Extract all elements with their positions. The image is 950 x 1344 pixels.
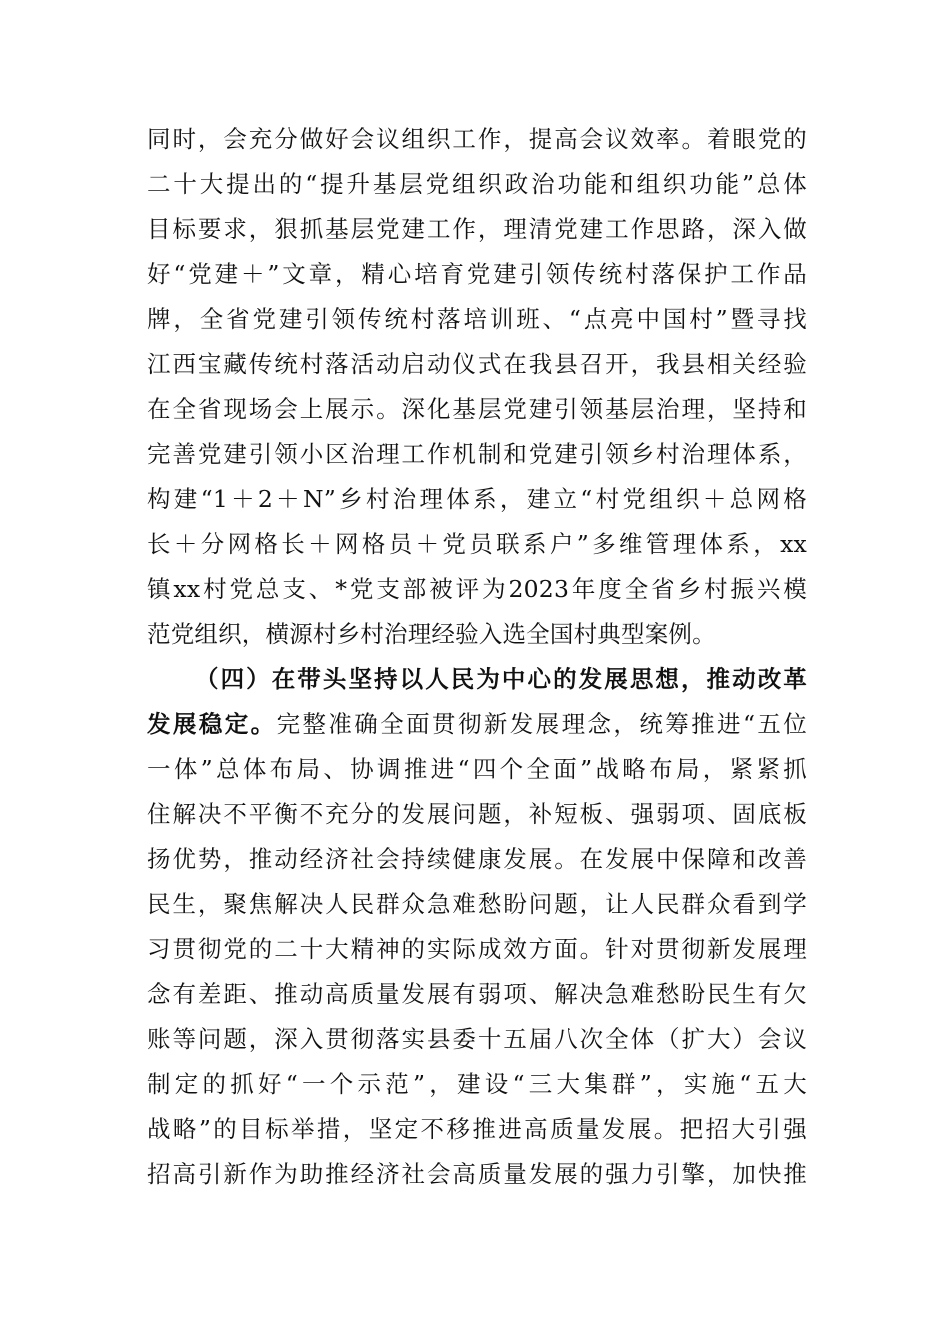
paragraph-line: 完善党建引领小区治理工作机制和党建引领乡村治理体系，	[147, 440, 807, 468]
paragraph-line: 目标要求，狠抓基层党建工作，理清党建工作思路，深入做	[147, 215, 807, 243]
paragraph-line: 民生，聚焦解决人民群众急难愁盼问题，让人民群众看到学	[147, 890, 807, 918]
section-heading-end: 发展稳定。	[147, 710, 277, 738]
paragraph-line: 念有差距、推动高质量发展有弱项、解决急难愁盼民生有欠	[147, 980, 807, 1008]
paragraph-line: 战略”的目标举措，坚定不移推进高质量发展。把招大引强	[147, 1115, 807, 1143]
section-heading: （四）在带头坚持以人民为中心的发展思想，推动改革	[195, 665, 807, 693]
paragraph-line: 二十大提出的“提升基层党组织政治功能和组织功能”总体	[147, 170, 807, 198]
paragraph-line: 同时，会充分做好会议组织工作，提高会议效率。着眼党的	[147, 125, 807, 153]
paragraph-line: 习贯彻党的二十大精神的实际成效方面。针对贯彻新发展理	[147, 935, 807, 963]
paragraph-line: 长＋分网格长＋网格员＋党员联系户”多维管理体系，xx	[147, 530, 807, 558]
paragraph-line: 招高引新作为助推经济社会高质量发展的强力引擎，加快推	[147, 1160, 807, 1188]
paragraph-line: 住解决不平衡不充分的发展问题，补短板、强弱项、固底板	[147, 800, 807, 828]
paragraph-line: 在全省现场会上展示。深化基层党建引领基层治理，坚持和	[147, 395, 807, 423]
paragraph-line: 好“党建＋”文章，精心培育党建引领传统村落保护工作品	[147, 260, 807, 288]
paragraph-text: 完整准确全面贯彻新发展理念，统筹推进“五位	[276, 710, 808, 738]
paragraph-line: 构建“1＋2＋N”乡村治理体系，建立“村党组织＋总网格	[147, 485, 807, 513]
paragraph-line: 制定的抓好“一个示范”，建设“三大集群”，实施“五大	[147, 1070, 807, 1098]
paragraph-line: 一体”总体布局、协调推进“四个全面”战略布局，紧紧抓	[147, 755, 807, 783]
paragraph-line: 镇xx村党总支、*党支部被评为2023年度全省乡村振兴模	[147, 575, 807, 603]
paragraph-line: 江西宝藏传统村落活动启动仪式在我县召开，我县相关经验	[147, 350, 807, 378]
section-heading-continuation	[147, 703, 807, 745]
paragraph-line: 扬优势，推动经济社会持续健康发展。在发展中保障和改善	[147, 845, 807, 873]
paragraph-line: 账等问题，深入贯彻落实县委十五届八次全体（扩大）会议	[147, 1025, 807, 1053]
paragraph-line: 范党组织，横源村乡村治理经验入选全国村典型案例。	[147, 620, 716, 648]
paragraph-line: 牌，全省党建引领传统村落培训班、“点亮中国村”暨寻找	[147, 305, 807, 333]
